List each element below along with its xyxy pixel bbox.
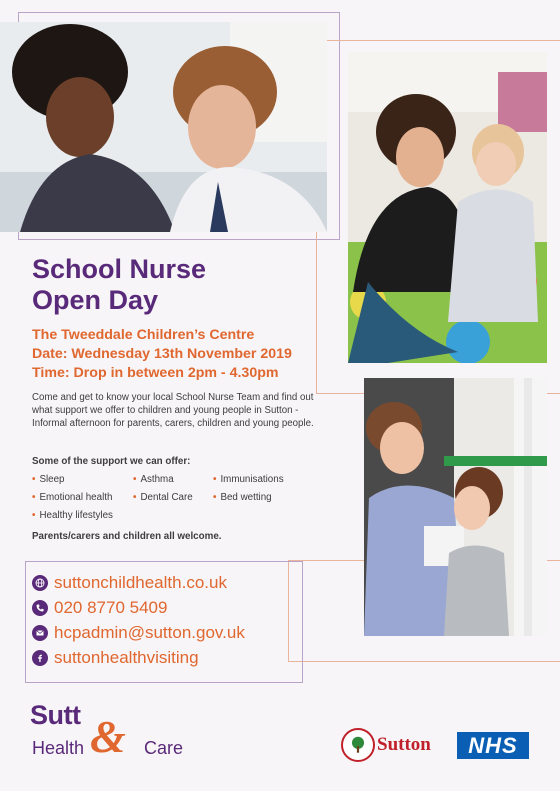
event-time: Time: Drop in between 2pm - 4.30pm bbox=[32, 365, 279, 381]
bullet-icon: • bbox=[213, 492, 217, 503]
facebook-icon bbox=[32, 650, 48, 666]
title-line-2: Open Day bbox=[32, 285, 159, 315]
photo-nurse-measuring-child bbox=[364, 378, 547, 636]
contact-website[interactable] bbox=[32, 573, 227, 593]
sutton-council-logo bbox=[341, 728, 431, 762]
photo-mother-and-baby bbox=[348, 52, 547, 363]
contact-phone-text[interactable]: 020 8770 5409 bbox=[54, 598, 168, 617]
logo-word-sutt: Sutt bbox=[30, 700, 81, 730]
bullet-icon: • bbox=[133, 474, 137, 485]
bullet-icon: • bbox=[133, 492, 137, 503]
event-details bbox=[32, 326, 292, 383]
logo-word-care: Care bbox=[144, 738, 184, 758]
bullet-icon: • bbox=[32, 474, 36, 485]
support-item: • Healthy lifestyles bbox=[32, 510, 113, 521]
email-icon bbox=[32, 625, 48, 641]
support-item: • Dental Care bbox=[133, 492, 193, 503]
intro-text: Come and get to know your local School Nurse Team and find out what support we offer to children and young people in Sutton - Informal afternoon for parents, carers, children and young people. bbox=[32, 392, 314, 429]
support-heading: Some of the support we can offer: bbox=[32, 456, 191, 467]
photo-nurse-and-student bbox=[0, 22, 327, 232]
page-title bbox=[32, 254, 332, 316]
contact-email-text[interactable]: hcpadmin@sutton.gov.uk bbox=[54, 623, 245, 642]
logo-word-health: Health bbox=[32, 738, 85, 758]
contact-email[interactable] bbox=[32, 623, 245, 643]
support-item: • Immunisations bbox=[213, 474, 284, 485]
support-item: • Sleep bbox=[32, 474, 65, 485]
bullet-icon: • bbox=[32, 492, 36, 503]
support-item: • Emotional health bbox=[32, 492, 113, 503]
welcome-text: Parents/carers and children all welcome. bbox=[32, 531, 222, 542]
support-item: • Asthma bbox=[133, 474, 174, 485]
title-line-1: School Nurse bbox=[32, 254, 207, 284]
phone-icon bbox=[32, 600, 48, 616]
support-item: • Bed wetting bbox=[213, 492, 272, 503]
contact-website-text[interactable]: suttonchildhealth.co.uk bbox=[54, 573, 227, 592]
council-wordmark: Sutton bbox=[377, 734, 431, 755]
nhs-logo: NHS bbox=[457, 732, 529, 759]
contact-facebook-text[interactable]: suttonhealthvisiting bbox=[54, 648, 199, 667]
contact-facebook[interactable] bbox=[32, 648, 199, 668]
bullet-icon: • bbox=[213, 474, 217, 485]
bullet-icon: • bbox=[32, 510, 36, 521]
event-date: Date: Wednesday 13th November 2019 bbox=[32, 346, 292, 362]
tree-emblem-icon bbox=[341, 728, 375, 762]
logo-ampersand: & bbox=[90, 711, 126, 762]
contact-phone[interactable] bbox=[32, 598, 167, 618]
sutton-health-care-logo bbox=[30, 700, 200, 764]
globe-icon bbox=[32, 575, 48, 591]
event-venue: The Tweeddale Children’s Centre bbox=[32, 327, 255, 343]
